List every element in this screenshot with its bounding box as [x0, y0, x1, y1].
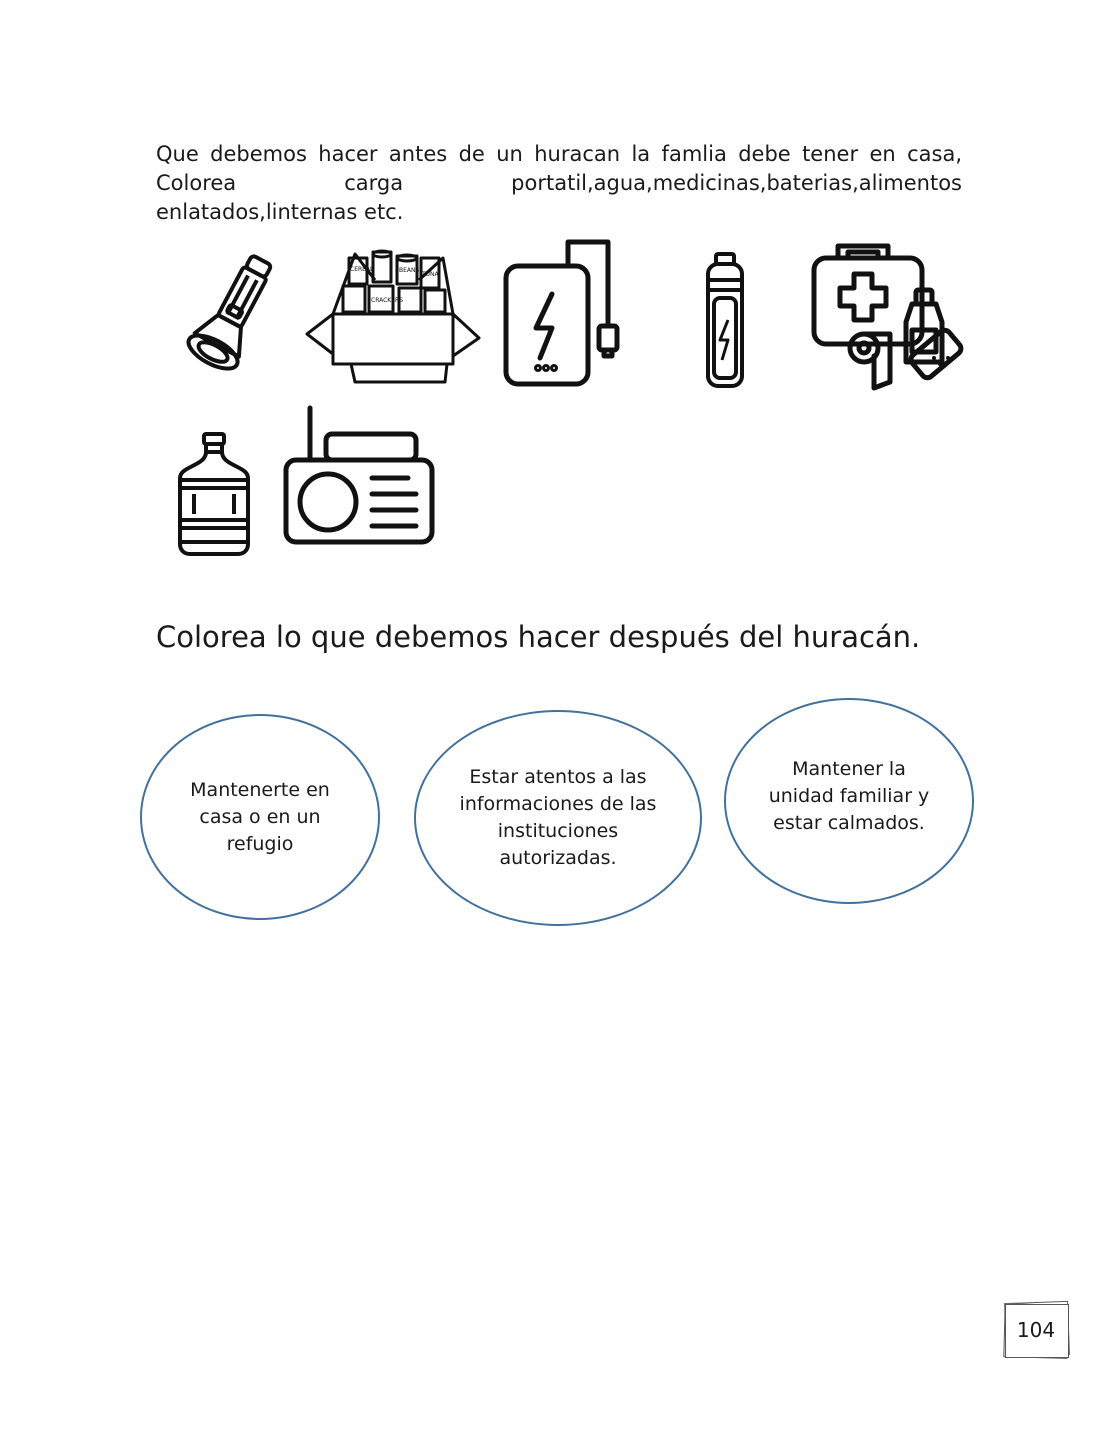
page-heading: Colorea lo que debemos hacer después del huracán. [156, 620, 921, 654]
oval-stay-informed-text: Estar atentos a las informaciones de las instituciones autorizadas. [459, 766, 657, 869]
intro-paragraph [156, 140, 962, 227]
oval-stay-home-text: Mantenerte en casa o en un refugio [190, 778, 330, 855]
page-number-box [1003, 1302, 1069, 1358]
oval-stay-informed[interactable] [414, 710, 702, 926]
power-bank-icon [500, 236, 630, 396]
oval-stay-home[interactable] [140, 714, 380, 920]
intro-line-1: Que debemos hacer antes de un huracan la famlia debe tener en casa, [156, 142, 962, 166]
page-number: 104 [1016, 1318, 1056, 1342]
radio-icon [282, 404, 442, 549]
flashlight-icon [180, 248, 280, 388]
beans-label: BEANS [399, 267, 420, 274]
battery-icon [700, 250, 750, 390]
first-aid-kit-icon [808, 238, 968, 393]
intro-line-3: enlatados,linternas etc. [156, 200, 404, 224]
intro-line-2: Colorea carga portatil,agua,medicinas,baterias,alimentos [156, 171, 962, 195]
food-box-icon [303, 246, 483, 386]
oval-family-unity-text: Mantener la unidad familiar y estar calmados. [768, 757, 930, 834]
crackers-label: CRACKERS [371, 297, 404, 304]
tuna-label: TUNA [422, 271, 439, 278]
water-jug-icon [172, 430, 256, 558]
cereal-label: CEREAL [350, 266, 374, 273]
oval-family-unity[interactable] [724, 698, 974, 904]
